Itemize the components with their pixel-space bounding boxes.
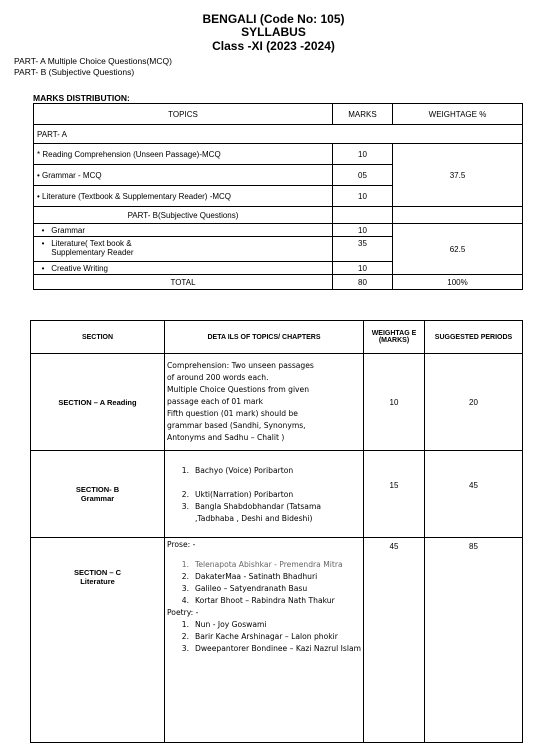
part-a-label: PART- A bbox=[34, 125, 523, 144]
section-c-periods: 85 bbox=[425, 538, 523, 743]
row-topic: Grammar - MCQ bbox=[42, 170, 102, 180]
col-details: DETA ILS OF TOPICS/ CHAPTERS bbox=[165, 321, 364, 354]
row-marks: 35 bbox=[333, 237, 393, 262]
row-bullet: • bbox=[37, 191, 40, 201]
sections-table bbox=[30, 320, 523, 743]
row-topic: Creative Writing bbox=[51, 263, 108, 273]
row-topic: Grammar bbox=[51, 225, 86, 235]
total-label: TOTAL bbox=[34, 275, 333, 290]
row-bullet: • bbox=[41, 225, 45, 235]
part-a-line: PART- A Multiple Choice Questions(MCQ) bbox=[14, 56, 172, 66]
row-bullet: • bbox=[41, 263, 45, 273]
part-b-weightage: 62.5 bbox=[393, 224, 523, 275]
total-weightage: 100% bbox=[393, 275, 523, 290]
list-item: 2. Ukti(Narration) Poribarton bbox=[181, 490, 294, 499]
list-item: 1. Nun - Joy Goswami bbox=[181, 620, 267, 629]
syllabus-title: SYLLABUS bbox=[241, 25, 306, 39]
section-a-name: SECTION – A Reading bbox=[31, 354, 165, 451]
class-title: Class -XI (2023 -2024) bbox=[212, 39, 335, 53]
section-b-weightage: 15 bbox=[364, 451, 425, 538]
row-topic: Reading Comprehension (Unseen Passage)-MCQ bbox=[42, 149, 221, 159]
section-b-periods: 45 bbox=[425, 451, 523, 538]
col-topics: TOPICS bbox=[34, 104, 333, 125]
section-b-row bbox=[31, 451, 523, 538]
row-marks: 10 bbox=[333, 262, 393, 275]
col-marks: MARKS bbox=[333, 104, 393, 125]
prose-label: Prose: - bbox=[167, 540, 196, 549]
marks-distribution-heading: MARKS DISTRIBUTION: bbox=[33, 93, 130, 103]
marks-distribution-table bbox=[33, 103, 523, 290]
row-marks: 05 bbox=[333, 165, 393, 186]
list-item: 4. Kortar Bhoot – Rabindra Nath Thakur bbox=[181, 596, 335, 605]
row-marks: 10 bbox=[333, 186, 393, 207]
col-section: SECTION bbox=[31, 321, 165, 354]
row-marks: 10 bbox=[333, 224, 393, 237]
col-periods: SUGGESTED PERIODS bbox=[425, 321, 523, 354]
section-b-details bbox=[165, 451, 364, 538]
list-item: 3. Dweepantorer Bondinee – Kazi Nazrul Islam bbox=[181, 644, 361, 653]
list-item: 2. Barir Kache Arshinagar – Lalon phokir bbox=[181, 632, 338, 641]
col-weightage: WEIGHTAGE % bbox=[393, 104, 523, 125]
total-marks: 80 bbox=[333, 275, 393, 290]
row-marks: 10 bbox=[333, 144, 393, 165]
row-topic: Literature( Text book & Supplementary Reader bbox=[51, 239, 134, 257]
section-a-details: Comprehension: Two unseen passages of around 200 words each. Multiple Choice Questions from given passage each of 01 mark Fifth question (01 mark) should be grammar based (Sandhi, Synonyms, Antonyms and Sadhu – Chalit ) bbox=[165, 354, 364, 451]
part-b-line: PART- B (Subjective Questions) bbox=[14, 67, 135, 77]
list-item: 1. Bachyo (Voice) Poribarton bbox=[181, 466, 294, 475]
section-a-periods: 20 bbox=[425, 354, 523, 451]
part-a-weightage: 37.5 bbox=[393, 144, 523, 207]
section-a-weightage: 10 bbox=[364, 354, 425, 451]
part-b-label: PART- B(Subjective Questions) bbox=[34, 207, 333, 224]
section-c-details bbox=[165, 538, 364, 743]
section-c-row bbox=[31, 538, 523, 743]
row-topic: Literature (Textbook & Supplementary Reader) -MCQ bbox=[42, 191, 232, 201]
table-row bbox=[34, 144, 523, 165]
list-item: 2. DakaterMaa - Satinath Bhadhuri bbox=[181, 572, 318, 581]
row-bullet: • bbox=[41, 239, 45, 248]
table-row bbox=[34, 224, 523, 237]
section-c-weightage: 45 bbox=[364, 538, 425, 743]
list-item: 3. Galileo – Satyendranath Basu bbox=[181, 584, 308, 593]
row-bullet: • bbox=[37, 170, 40, 180]
row-bullet: * bbox=[37, 149, 41, 159]
poetry-label: Poetry: - bbox=[167, 608, 199, 617]
list-item: 1. Telenapota Abishkar - Premendra Mitra bbox=[181, 560, 343, 569]
section-c-name: SECTION – C Literature bbox=[31, 538, 165, 743]
subject-title: BENGALI (Code No: 105) bbox=[202, 12, 345, 26]
section-b-name: SECTION- B Grammar bbox=[31, 451, 165, 538]
list-item: 3. Bangla Shabdobhandar (Tatsama ,Tadbhaba , Deshi and Bideshi) bbox=[181, 502, 321, 523]
col-weightage: WEIGHTAG E (MARKS) bbox=[364, 321, 425, 354]
section-a-row bbox=[31, 354, 523, 451]
